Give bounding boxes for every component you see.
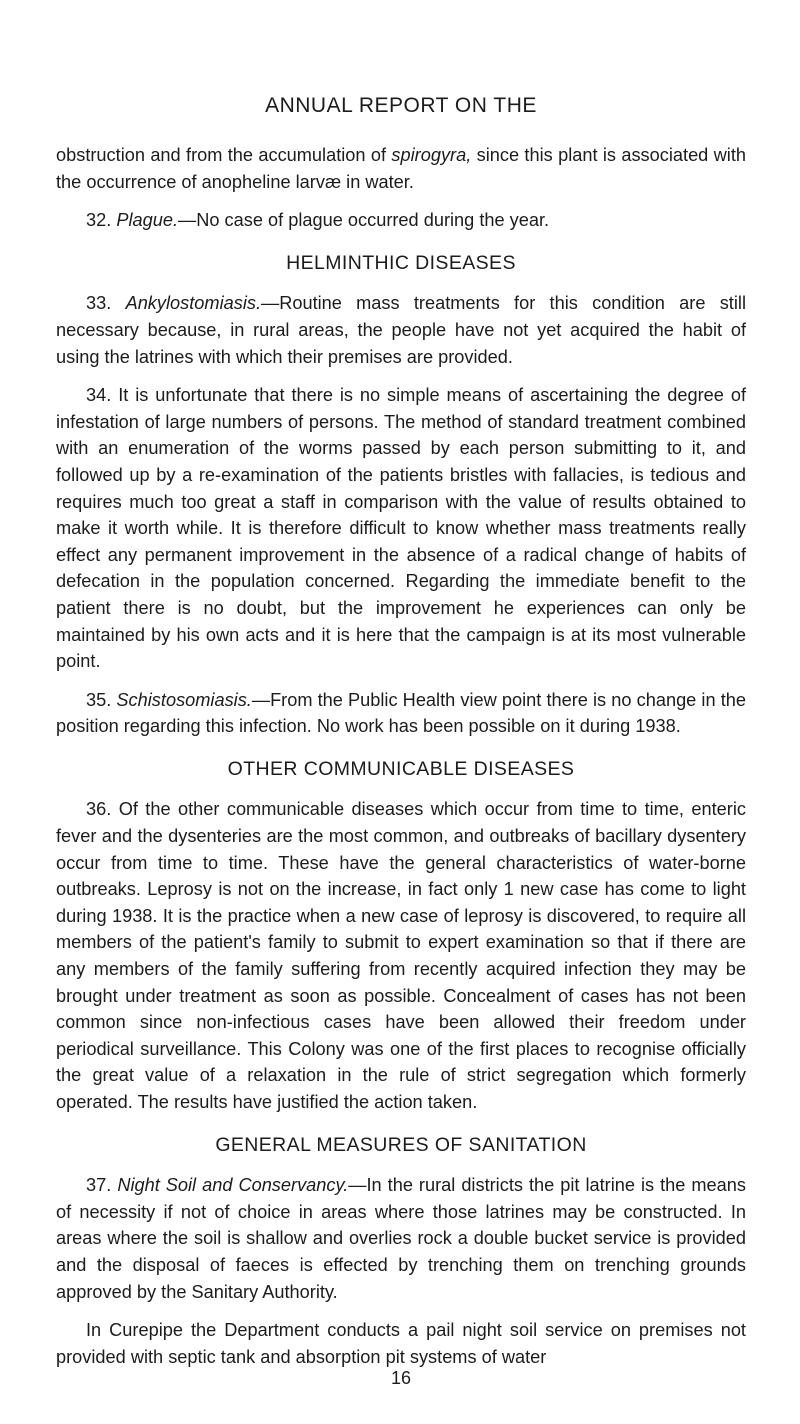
paragraph-37-title: Night Soil and Conservancy. <box>117 1175 349 1196</box>
paragraph-35-title: Schistosomiasis. <box>116 689 252 710</box>
page-number: 16 <box>390 1368 412 1388</box>
paragraph-34-text: It is unfortunate that there is no simple means of ascertaining the degree of infestation of large numbers of persons. The method of standard treatment combined with an enumeration of the worms passed by each person submitting to it, and followed up by a re-examination of the patients bristles with fallacies, is tedious and requires much too great a staff in comparison with the value of results obtained to make it worth while. It is therefore difficult to know whether mass treatments really effect any permanent improvement in the absence of a radical change of habits of defecation in the population concerned. Regarding the immediate benefit to the patient there is no doubt, but the improvement he experiences can only be maintained by his own acts and it is here that the campaign is at its most vulnerable point. <box>56 385 746 672</box>
paragraph-36 <box>56 796 746 1115</box>
paragraph-37 <box>56 1172 746 1305</box>
paragraph-34-number: 34. <box>86 385 112 406</box>
paragraph-36-number: 36. <box>86 799 112 820</box>
paragraph-33 <box>56 290 746 370</box>
heading-other-communicable-diseases: OTHER COMMUNICABLE DISEASES <box>227 757 575 780</box>
paragraph-36-text: Of the other communicable diseases which occur from time to time, enteric fever and the dysenteries are the most common, and outbreaks of bacillary dysentery occur from time to time. These have the general characteristics of water-borne outbreaks. Leprosy is not on the increase, in fact only 1 new case has come to light during 1938. It is the practice when a new case of leprosy is discovered, to require all members of the patient's family to submit to expert examination so that if there are any members of the family suffering from recently acquired infection they may be brought under treatment as soon as possible. Concealment of cases has not been common since non-infectious cases have been allowed their freedom under periodical surveillance. This Colony was one of the first places to recognise officially the great value of a relaxation in the rule of strict segregation which formerly operated. The results have justified the action taken. <box>56 799 746 1112</box>
running-head: ANNUAL REPORT ON THE <box>265 94 537 117</box>
paragraph-35 <box>56 687 746 740</box>
paragraph-38: In Curepipe the Department conducts a pail night soil service on premises not provided with septic tank and absorption pit systems of water <box>56 1320 746 1367</box>
body-text <box>56 142 746 1382</box>
continued-text-a: obstruction and from the accumulation of <box>56 145 392 165</box>
paragraph-32 <box>56 207 746 234</box>
paragraph-33-text: —Routine mass treatments for this condition are still necessary because, in rural areas, the people have not yet acquired the habit of using the latrines with which their premises are provided. <box>56 293 746 367</box>
paragraph-32-text: —No case of plague occurred during the year. <box>178 210 550 231</box>
paragraph-33-number: 33. <box>86 293 112 314</box>
paragraph-35-number: 35. <box>86 689 112 710</box>
continued-paragraph <box>56 142 746 195</box>
continued-italic-term: spirogyra, <box>391 145 472 165</box>
paragraph-37-number: 37. <box>86 1175 112 1196</box>
heading-general-measures-of-sanitation: GENERAL MEASURES OF SANITATION <box>215 1133 587 1156</box>
paragraph-32-number: 32. <box>86 210 112 231</box>
paragraph-32-title: Plague. <box>116 210 179 231</box>
paragraph-35-text: —From the Public Health view point there is no change in the position regarding this infection. No work has been possible on it during 1938. <box>56 689 746 737</box>
paragraph-34 <box>56 382 746 675</box>
heading-helminthic-diseases: HELMINTHIC DISEASES <box>286 251 516 274</box>
continued-text-b: since this plant is associated with the occurrence of anopheline larvæ in water. <box>56 145 746 192</box>
paragraph-37-text: —In the rural districts the pit latrine is the means of necessity if not of choice in areas where those latrines may be constructed. In areas where the soil is shallow and overlies rock a double bucket service is provided and the disposal of faeces is effected by trenching them on trenching grounds approved by the Sanitary Authority. <box>56 1175 746 1302</box>
paragraph-33-title: Ankylostomiasis. <box>125 293 262 314</box>
